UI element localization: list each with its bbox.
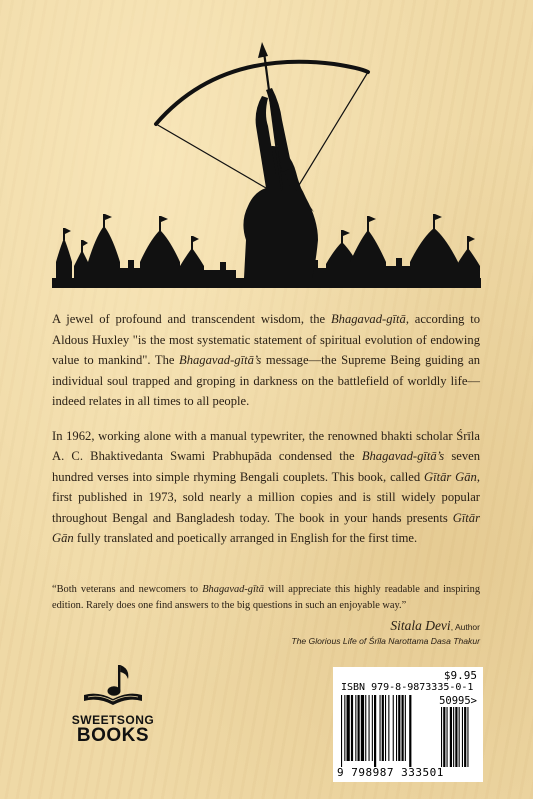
endorsement-quote bbox=[52, 582, 480, 614]
book-title: Gītār Gān bbox=[52, 510, 480, 545]
endorsement-attribution bbox=[291, 617, 480, 646]
music-note-book-icon bbox=[78, 663, 148, 707]
publisher-name-line1: SWEETSONG bbox=[71, 713, 155, 727]
text: “Both veterans and newcomers to bbox=[52, 584, 203, 595]
publisher-name-line2: BOOKS bbox=[76, 725, 150, 746]
description-paragraph-1 bbox=[52, 309, 480, 412]
barcode-bars bbox=[341, 695, 475, 767]
isbn-label: ISBN 979-8-9873335-0-1 bbox=[341, 682, 474, 693]
text: , according to Aldous Huxley "is the most systematic statement of spiritual evolution of endowing value to mankind". The bbox=[52, 312, 480, 367]
book-title: Bhagavad-gītā’s bbox=[179, 353, 262, 367]
book-title: Bhagavad-gītā’s bbox=[361, 449, 445, 463]
endorser-work: The Glorious Life of Śrīla Narottama Dasa Thakur bbox=[291, 636, 480, 646]
endorser-role: , Author bbox=[450, 622, 480, 632]
text: fully translated and poetically arranged in English for the first time. bbox=[73, 531, 418, 545]
text: will appreciate this highly readable and inspiring edition. Rarely does one find answers to the big questions in such an enjoyable way.” bbox=[52, 584, 481, 611]
barcode-addon-number: 50995> bbox=[439, 695, 477, 707]
description-paragraph-2 bbox=[52, 426, 480, 549]
text: message—the Supreme Being guiding an individual soul trapped and groping in darkness on the battlefield of worldly life—indeed relates in all times to all people. bbox=[52, 353, 480, 408]
book-title: Bhagavad-gītā bbox=[202, 584, 264, 595]
barcode-number: 9 798987 333501 bbox=[337, 766, 444, 779]
text: seven hundred verses into simple rhyming Bengali couplets. This book, called bbox=[52, 449, 481, 484]
text: In 1962, working alone with a manual typewriter, the renowned bhakti scholar Śrīla A. C. Bhaktivedanta Swami Prabhupāda condensed the bbox=[52, 428, 480, 463]
text: A jewel of profound and transcendent wisdom, the bbox=[52, 312, 331, 326]
text: , first published in 1973, sold nearly a million copies and is still widely popular throughout Bengal and Bangladesh today. The book in your hands presents bbox=[52, 469, 480, 525]
back-cover-description bbox=[52, 309, 480, 563]
price-label: $9.95 bbox=[443, 669, 477, 682]
book-title: Gītār Gān bbox=[423, 469, 477, 484]
archer-silhouette-illustration bbox=[0, 0, 533, 300]
book-title: Bhagavad-gītā bbox=[330, 312, 406, 326]
publisher-logo bbox=[70, 663, 156, 745]
isbn-barcode bbox=[333, 667, 483, 782]
endorser-name: Sitala Devi bbox=[390, 618, 451, 633]
